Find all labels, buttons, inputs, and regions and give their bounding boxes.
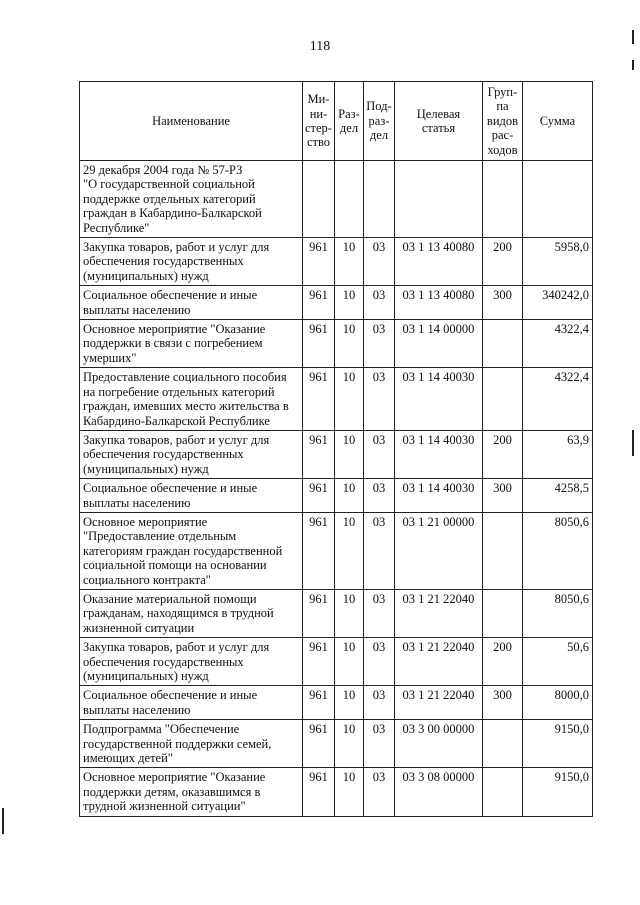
scan-edge-mark: [632, 60, 634, 70]
table-row: [80, 430, 593, 478]
cell-subsection: 03: [363, 512, 394, 589]
cell-ministry: 961: [303, 320, 335, 368]
table-row: [80, 286, 593, 320]
cell-name: Социальное обеспечение и иные выплаты населению: [80, 286, 303, 320]
cell-section: 10: [334, 479, 363, 513]
cell-target: 03 1 13 40080: [394, 286, 482, 320]
cell-target: 03 1 14 40030: [394, 479, 482, 513]
cell-amount: 4258,5: [522, 479, 592, 513]
cell-name: Основное мероприятие "Оказание поддержки в связи с погребением умерших": [80, 320, 303, 368]
cell-subsection: 03: [363, 768, 394, 816]
cell-expense-group: 300: [482, 479, 522, 513]
cell-subsection: 03: [363, 320, 394, 368]
scan-edge-mark: [2, 808, 4, 834]
cell-expense-group: [482, 720, 522, 768]
cell-amount: 5958,0: [522, 238, 592, 286]
table-row: [80, 768, 593, 816]
budget-table: [79, 81, 593, 817]
table-row: [80, 161, 593, 238]
cell-ministry: 961: [303, 430, 335, 478]
cell-section: [334, 161, 363, 238]
cell-ministry: 961: [303, 368, 335, 431]
cell-section: 10: [334, 320, 363, 368]
table-row: [80, 238, 593, 286]
cell-target: [394, 161, 482, 238]
cell-name: 29 декабря 2004 года № 57-РЗ "О государственной социальной поддержке отдельных категорий граждан в Кабардино-Балкарской Республике": [80, 161, 303, 238]
cell-section: 10: [334, 686, 363, 720]
cell-amount: 9150,0: [522, 720, 592, 768]
header-ministry: Ми- ни- стер- ство: [303, 82, 335, 161]
cell-name: Закупка товаров, работ и услуг для обеспечения государственных (муниципальных) нужд: [80, 638, 303, 686]
cell-target: 03 1 21 22040: [394, 686, 482, 720]
header-subsection: Под- раз- дел: [363, 82, 394, 161]
cell-ministry: 961: [303, 238, 335, 286]
table-row: [80, 479, 593, 513]
cell-amount: 4322,4: [522, 320, 592, 368]
cell-expense-group: 200: [482, 238, 522, 286]
cell-subsection: 03: [363, 430, 394, 478]
cell-section: 10: [334, 286, 363, 320]
cell-amount: 8000,0: [522, 686, 592, 720]
cell-amount: 8050,6: [522, 589, 592, 637]
cell-expense-group: 300: [482, 286, 522, 320]
header-expense-group: Груп- па видов рас- ходов: [482, 82, 522, 161]
table-header: [80, 82, 593, 161]
cell-section: 10: [334, 368, 363, 431]
cell-target: 03 3 08 00000: [394, 768, 482, 816]
table-row: [80, 720, 593, 768]
cell-name: Основное мероприятие "Предоставление отдельным категориям граждан государственной социальной помощи на основании социального контракта": [80, 512, 303, 589]
page-number: 118: [309, 39, 331, 54]
cell-target: 03 1 14 40030: [394, 430, 482, 478]
cell-ministry: [303, 161, 335, 238]
cell-ministry: 961: [303, 720, 335, 768]
cell-subsection: 03: [363, 238, 394, 286]
scan-edge-mark: [632, 30, 634, 44]
cell-section: 10: [334, 720, 363, 768]
cell-target: 03 1 21 22040: [394, 638, 482, 686]
cell-ministry: 961: [303, 589, 335, 637]
cell-ministry: 961: [303, 479, 335, 513]
cell-amount: 9150,0: [522, 768, 592, 816]
cell-expense-group: 300: [482, 686, 522, 720]
cell-expense-group: [482, 161, 522, 238]
cell-ministry: 961: [303, 768, 335, 816]
cell-amount: [522, 161, 592, 238]
table-row: [80, 686, 593, 720]
cell-subsection: 03: [363, 479, 394, 513]
table-row: [80, 638, 593, 686]
cell-name: Предоставление социального пособия на погребение отдельных категорий граждан, имевших место жительства в Кабардино-Балкарской Республике: [80, 368, 303, 431]
cell-name: Оказание материальной помощи гражданам, находящимся в трудной жизненной ситуации: [80, 589, 303, 637]
cell-amount: 63,9: [522, 430, 592, 478]
cell-amount: 8050,6: [522, 512, 592, 589]
cell-name: Социальное обеспечение и иные выплаты населению: [80, 686, 303, 720]
header-name: Наименование: [80, 82, 303, 161]
cell-name: Социальное обеспечение и иные выплаты населению: [80, 479, 303, 513]
cell-name: Закупка товаров, работ и услуг для обеспечения государственных (муниципальных) нужд: [80, 430, 303, 478]
cell-section: 10: [334, 430, 363, 478]
header-target: Целевая статья: [394, 82, 482, 161]
scan-edge-mark: [632, 430, 634, 456]
table-row: [80, 512, 593, 589]
cell-target: 03 1 13 40080: [394, 238, 482, 286]
cell-subsection: 03: [363, 686, 394, 720]
table-row: [80, 320, 593, 368]
cell-ministry: 961: [303, 512, 335, 589]
cell-expense-group: [482, 768, 522, 816]
cell-subsection: 03: [363, 368, 394, 431]
cell-expense-group: [482, 320, 522, 368]
cell-subsection: [363, 161, 394, 238]
cell-ministry: 961: [303, 286, 335, 320]
cell-ministry: 961: [303, 686, 335, 720]
cell-section: 10: [334, 768, 363, 816]
cell-section: 10: [334, 638, 363, 686]
cell-section: 10: [334, 512, 363, 589]
cell-target: 03 1 14 40030: [394, 368, 482, 431]
cell-amount: 340242,0: [522, 286, 592, 320]
table-row: [80, 589, 593, 637]
cell-section: 10: [334, 589, 363, 637]
cell-expense-group: [482, 368, 522, 431]
cell-expense-group: 200: [482, 638, 522, 686]
cell-target: 03 1 14 00000: [394, 320, 482, 368]
header-section: Раз- дел: [334, 82, 363, 161]
cell-target: 03 3 00 00000: [394, 720, 482, 768]
cell-name: Основное мероприятие "Оказание поддержки детям, оказавшимся в трудной жизненной ситуации": [80, 768, 303, 816]
cell-target: 03 1 21 22040: [394, 589, 482, 637]
cell-subsection: 03: [363, 286, 394, 320]
cell-amount: 50,6: [522, 638, 592, 686]
cell-name: Закупка товаров, работ и услуг для обеспечения государственных (муниципальных) нужд: [80, 238, 303, 286]
cell-subsection: 03: [363, 638, 394, 686]
cell-expense-group: 200: [482, 430, 522, 478]
cell-subsection: 03: [363, 720, 394, 768]
cell-ministry: 961: [303, 638, 335, 686]
cell-amount: 4322,4: [522, 368, 592, 431]
cell-expense-group: [482, 589, 522, 637]
cell-expense-group: [482, 512, 522, 589]
cell-subsection: 03: [363, 589, 394, 637]
cell-target: 03 1 21 00000: [394, 512, 482, 589]
header-amount: Сумма: [522, 82, 592, 161]
cell-section: 10: [334, 238, 363, 286]
table-row: [80, 368, 593, 431]
cell-name: Подпрограмма "Обеспечение государственной поддержки семей, имеющих детей": [80, 720, 303, 768]
